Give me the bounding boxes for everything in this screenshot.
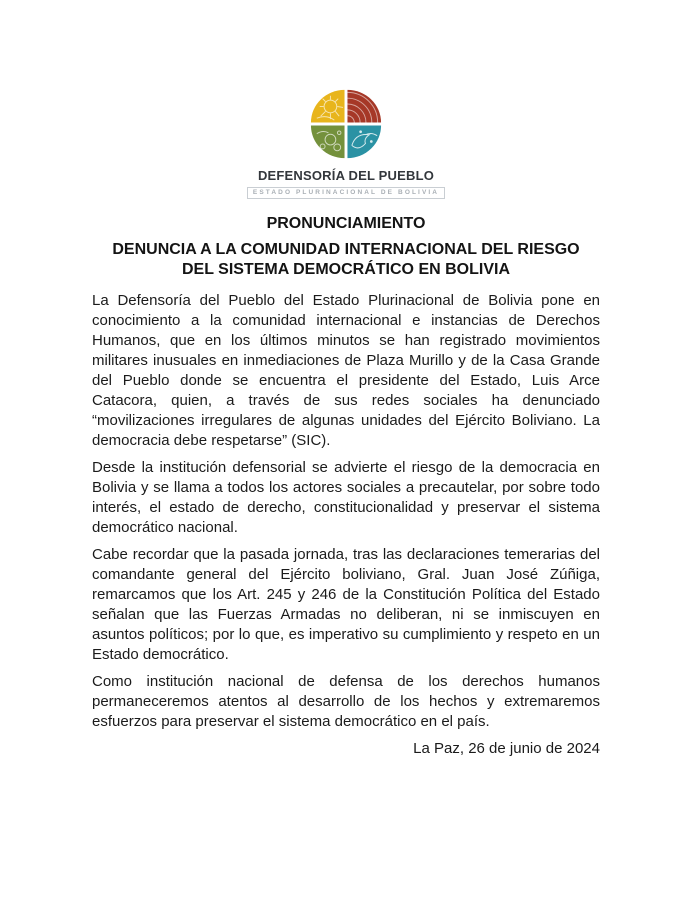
emblem-quadrant-sun: [311, 90, 345, 123]
org-logo: [92, 87, 600, 199]
org-tagline-box: [247, 187, 445, 199]
emblem-quadrant-leaf: [311, 125, 345, 158]
document-body: [92, 291, 600, 759]
paragraph-2: Desde la institución defensorial se advierte el riesgo de la democracia en Bolivia y se llama a todos los actores sociales a precautelar, por sobre todo interés, el estado de derecho, constitucionalidad y preservar el sistema democrático nacional.: [92, 458, 600, 536]
defensoria-emblem-icon: [307, 87, 385, 161]
paragraph-1: La Defensoría del Pueblo del Estado Plurinacional de Bolivia pone en conocimiento a la comunidad internacional e instancias de Derechos Humanos, que en los últimos minutos se han registrado movimientos militares inusuales en inmediaciones de Plaza Murillo y de la Casa Grande del Pueblo donde se encuentra el presidente del Estado, Luis Arce Catacora, quien, a través de sus redes sociales ha denunciado “movilizaciones irregulares de algunas unidades del Ejército Boliviano. La democracia debe respetarse” (SIC).: [92, 291, 600, 449]
document-title-line-2: DEL SISTEMA DEMOCRÁTICO EN BOLIVIA: [181, 260, 510, 278]
document-kicker: PRONUNCIAMIENTO: [266, 214, 426, 232]
paragraph-4: Como institución nacional de defensa de los derechos humanos permaneceremos atentos al desarrollo de los hechos y extremaremos esfuerzos para preservar el sistema democrático en el país.: [92, 672, 600, 730]
paragraph-3: Cabe recordar que la pasada jornada, tras las declaraciones temerarias del comandante general del Ejército boliviano, Gral. Juan José Zúñiga, remarcamos que los Art. 245 y 246 de la Constitución Política del Estado señalan que las Fuerzas Armadas no deliberan, ni se inmiscuyen en asuntos políticos; por lo que, es imperativo su cumplimiento y respeto en un Estado democrático.: [92, 545, 600, 663]
document-title: [92, 240, 600, 280]
document-title-line-1: DENUNCIA A LA COMUNIDAD INTERNACIONAL DEL RIESGO: [112, 240, 580, 258]
dateline: La Paz, 26 de junio de 2024: [413, 739, 600, 757]
org-wordmark: DEFENSORÍA DEL PUEBLO: [257, 168, 435, 183]
emblem-quadrant-water: [347, 125, 381, 158]
org-tagline: ESTADO PLURINACIONAL DE BOLIVIA: [252, 189, 440, 196]
